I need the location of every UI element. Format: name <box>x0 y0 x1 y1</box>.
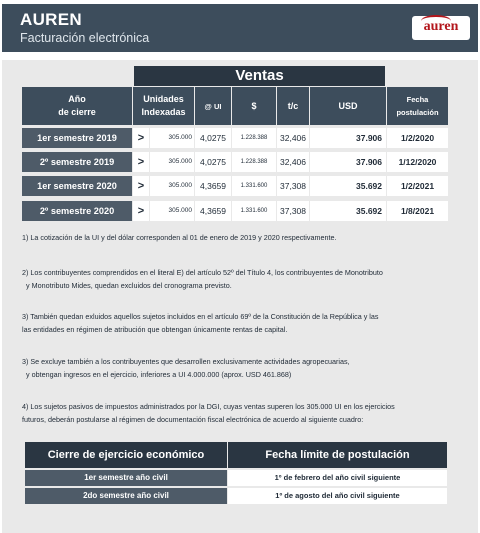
header-date-line1: Fecha <box>406 95 429 104</box>
header-year-line1: Año <box>68 94 86 104</box>
row-label: 1er semestre 2019 <box>22 128 132 148</box>
note-line: 2) Los contribuyentes comprendidos en el literal E) del artículo 52º del Título 4, los contribuyentes de Monotributo <box>22 268 383 277</box>
header-units-line2: Indexadas <box>141 107 186 117</box>
cell-tc: 32,406 <box>277 128 309 148</box>
note-line: futuros, deberán postularse al régimen de documentación fiscal electrónica de acuerdo al siguiente cuadro: <box>22 415 364 424</box>
note-2 <box>22 266 462 292</box>
cell-usd: 37.906 <box>310 128 386 148</box>
header-tc: t/c <box>277 87 309 125</box>
sales-table-title: Ventas <box>134 66 385 86</box>
cell-pesos: 1.331.600 <box>232 201 276 221</box>
cell-ui: 305.000 <box>150 128 194 148</box>
row-label: 1er semestre 2020 <box>22 176 132 196</box>
cell-date: 1/2/2021 <box>387 176 448 196</box>
row-arrow-icon: > <box>133 152 149 172</box>
cell-tc: 32,406 <box>277 152 309 172</box>
note-line: 1) La cotización de la UI y del dólar corresponden al 01 de enero de 2019 y 2020 respectivamente. <box>22 233 337 242</box>
cell-ui: 305.000 <box>150 176 194 196</box>
note-line: y obtengan ingresos en el ejercicio, inferiores a UI 4.000.000 (aprox. USD 461.868) <box>26 370 292 379</box>
cell-rate: 4,3659 <box>195 201 231 221</box>
header-band <box>2 4 478 52</box>
cell-pesos: 1.331.600 <box>232 176 276 196</box>
row-arrow-icon: > <box>133 176 149 196</box>
cell-date: 1/2/2020 <box>387 128 448 148</box>
header-date-line2: postulación <box>396 108 439 117</box>
deadline-row-label: 2do semestre año civil <box>25 488 227 504</box>
cell-tc: 37,308 <box>277 176 309 196</box>
header-date <box>387 87 448 125</box>
cell-usd: 35.692 <box>310 176 386 196</box>
brand-title: AUREN <box>20 10 82 29</box>
cell-pesos: 1.228.388 <box>232 128 276 148</box>
note-line: y Monotributo Mides, quedan excluidos del cronograma previsto. <box>26 281 232 290</box>
note-4 <box>22 355 462 381</box>
cell-ui: 305.000 <box>150 201 194 221</box>
note-5 <box>22 400 462 426</box>
header-pesos: $ <box>232 87 276 125</box>
row-arrow-icon: > <box>133 128 149 148</box>
cell-pesos: 1.228.388 <box>232 152 276 172</box>
cell-rate: 4,3659 <box>195 176 231 196</box>
cell-usd: 37.906 <box>310 152 386 172</box>
note-1 <box>22 231 462 244</box>
header-usd: USD <box>310 87 386 125</box>
auren-logo <box>412 16 470 40</box>
header-year <box>22 87 132 125</box>
cell-rate: 4,0275 <box>195 128 231 148</box>
header-year-line2: de cierre <box>58 107 96 117</box>
note-line: 3) También quedan exluidos aquellos sujetos incluidos en el artículo 69º de la Constitución de la República y las <box>22 312 379 321</box>
deadline-row-value: 1º de febrero del año civil siguiente <box>228 470 447 486</box>
header-units-line1: Unidades <box>143 94 184 104</box>
note-3 <box>22 310 462 336</box>
page-subtitle: Facturación electrónica <box>20 31 150 45</box>
row-label: 2º semestre 2019 <box>22 152 132 172</box>
row-arrow-icon: > <box>133 201 149 221</box>
cell-date: 1/8/2021 <box>387 201 448 221</box>
deadline-header-date: Fecha límite de postulación <box>228 442 447 468</box>
cell-tc: 37,308 <box>277 201 309 221</box>
cell-ui: 305.000 <box>150 152 194 172</box>
cell-rate: 4,0275 <box>195 152 231 172</box>
note-line: las entidades en régimen de atribución que obtengan únicamente rentas de capital. <box>22 325 288 334</box>
deadline-row-label: 1er semestre año civil <box>25 470 227 486</box>
cell-usd: 35.692 <box>310 201 386 221</box>
header-ui-rate: @ UI <box>195 87 231 125</box>
cell-date: 1/12/2020 <box>387 152 448 172</box>
logo-text: auren <box>423 19 459 34</box>
note-line: 3) Se excluye también a los contribuyentes que desarrollen exclusivamente actividades agropecuarias, <box>22 357 350 366</box>
note-line: 4) Los sujetos pasivos de impuestos administrados por la DGI, cuyas ventas superen los 305.000 UI en los ejercicios <box>22 402 395 411</box>
row-label: 2º semestre 2020 <box>22 201 132 221</box>
deadline-header-fiscal-close: Cierre de ejercicio económico <box>25 442 227 468</box>
header-units <box>133 87 194 125</box>
deadline-row-value: 1º de agosto del año civil siguiente <box>228 488 447 504</box>
